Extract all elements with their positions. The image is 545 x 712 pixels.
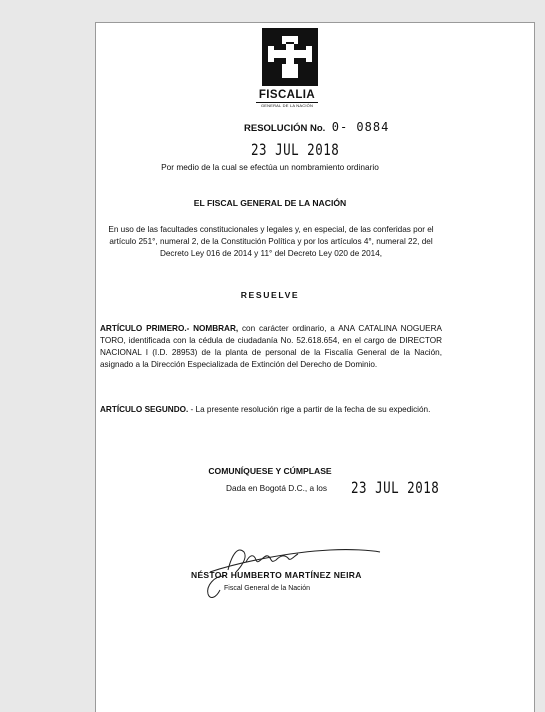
closing-date-stamp: 23 JUL 2018: [351, 478, 440, 497]
issuing-authority: EL FISCAL GENERAL DE LA NACIÓN: [193, 198, 347, 208]
resolution-number: 0- 0884: [331, 120, 390, 134]
resuelve-heading: RESUELVE: [240, 290, 300, 300]
article-first-text: con carácter ordinario, a ANA CATALINA NOGUERA TORO, identificada con la cédula de ciudadanía No. 52.618.654, en el cargo de DIRECTOR NACIONAL I (I.D. 28953) de la planta de personal de la Fiscalía General de la Nación, asignado a la Dirección Especializada de Extinción del Derecho de Dominio.: [100, 324, 442, 369]
resolution-subject: Por medio de la cual se efectúa un nombramiento ordinario: [161, 162, 379, 172]
article-first: [100, 323, 442, 371]
dada-line: [226, 483, 327, 493]
article-second: [100, 404, 442, 416]
preamble-paragraph: En uso de las facultades constitucionales y legales y, en especial, de las conferidas por el artículo 251°, numeral 2, de la Constitución Política y por los artículos 4°, numeral 22, del Decreto Ley 016 de 2014 y 11° del Decreto Ley 020 de 2014,: [108, 225, 434, 258]
resolution-date-stamp: 23 JUL 2018: [251, 140, 340, 159]
article-second-heading: ARTÍCULO SEGUNDO.: [100, 405, 189, 414]
resolution-label: RESOLUCIÓN No.: [244, 123, 326, 134]
comuniquese-heading: COMUNÍQUESE Y CÚMPLASE: [208, 466, 332, 476]
fiscalia-logo-icon: [262, 28, 318, 86]
article-first-heading: ARTÍCULO PRIMERO.- NOMBRAR,: [100, 324, 239, 333]
resolution-number-row: [244, 118, 389, 136]
logo-tagline: GENERAL DE LA NACIÓN: [256, 102, 318, 108]
signatory-name: NÉSTOR HUMBERTO MARTÍNEZ NEIRA: [191, 570, 362, 580]
article-second-text: - La presente resolución rige a partir de la fecha de su expedición.: [188, 405, 431, 414]
logo-wordmark: FISCALIA: [258, 89, 316, 101]
dada-text: Dada en Bogotá D.C., a los: [226, 483, 328, 493]
signatory-role: Fiscal General de la Nación: [224, 585, 310, 592]
